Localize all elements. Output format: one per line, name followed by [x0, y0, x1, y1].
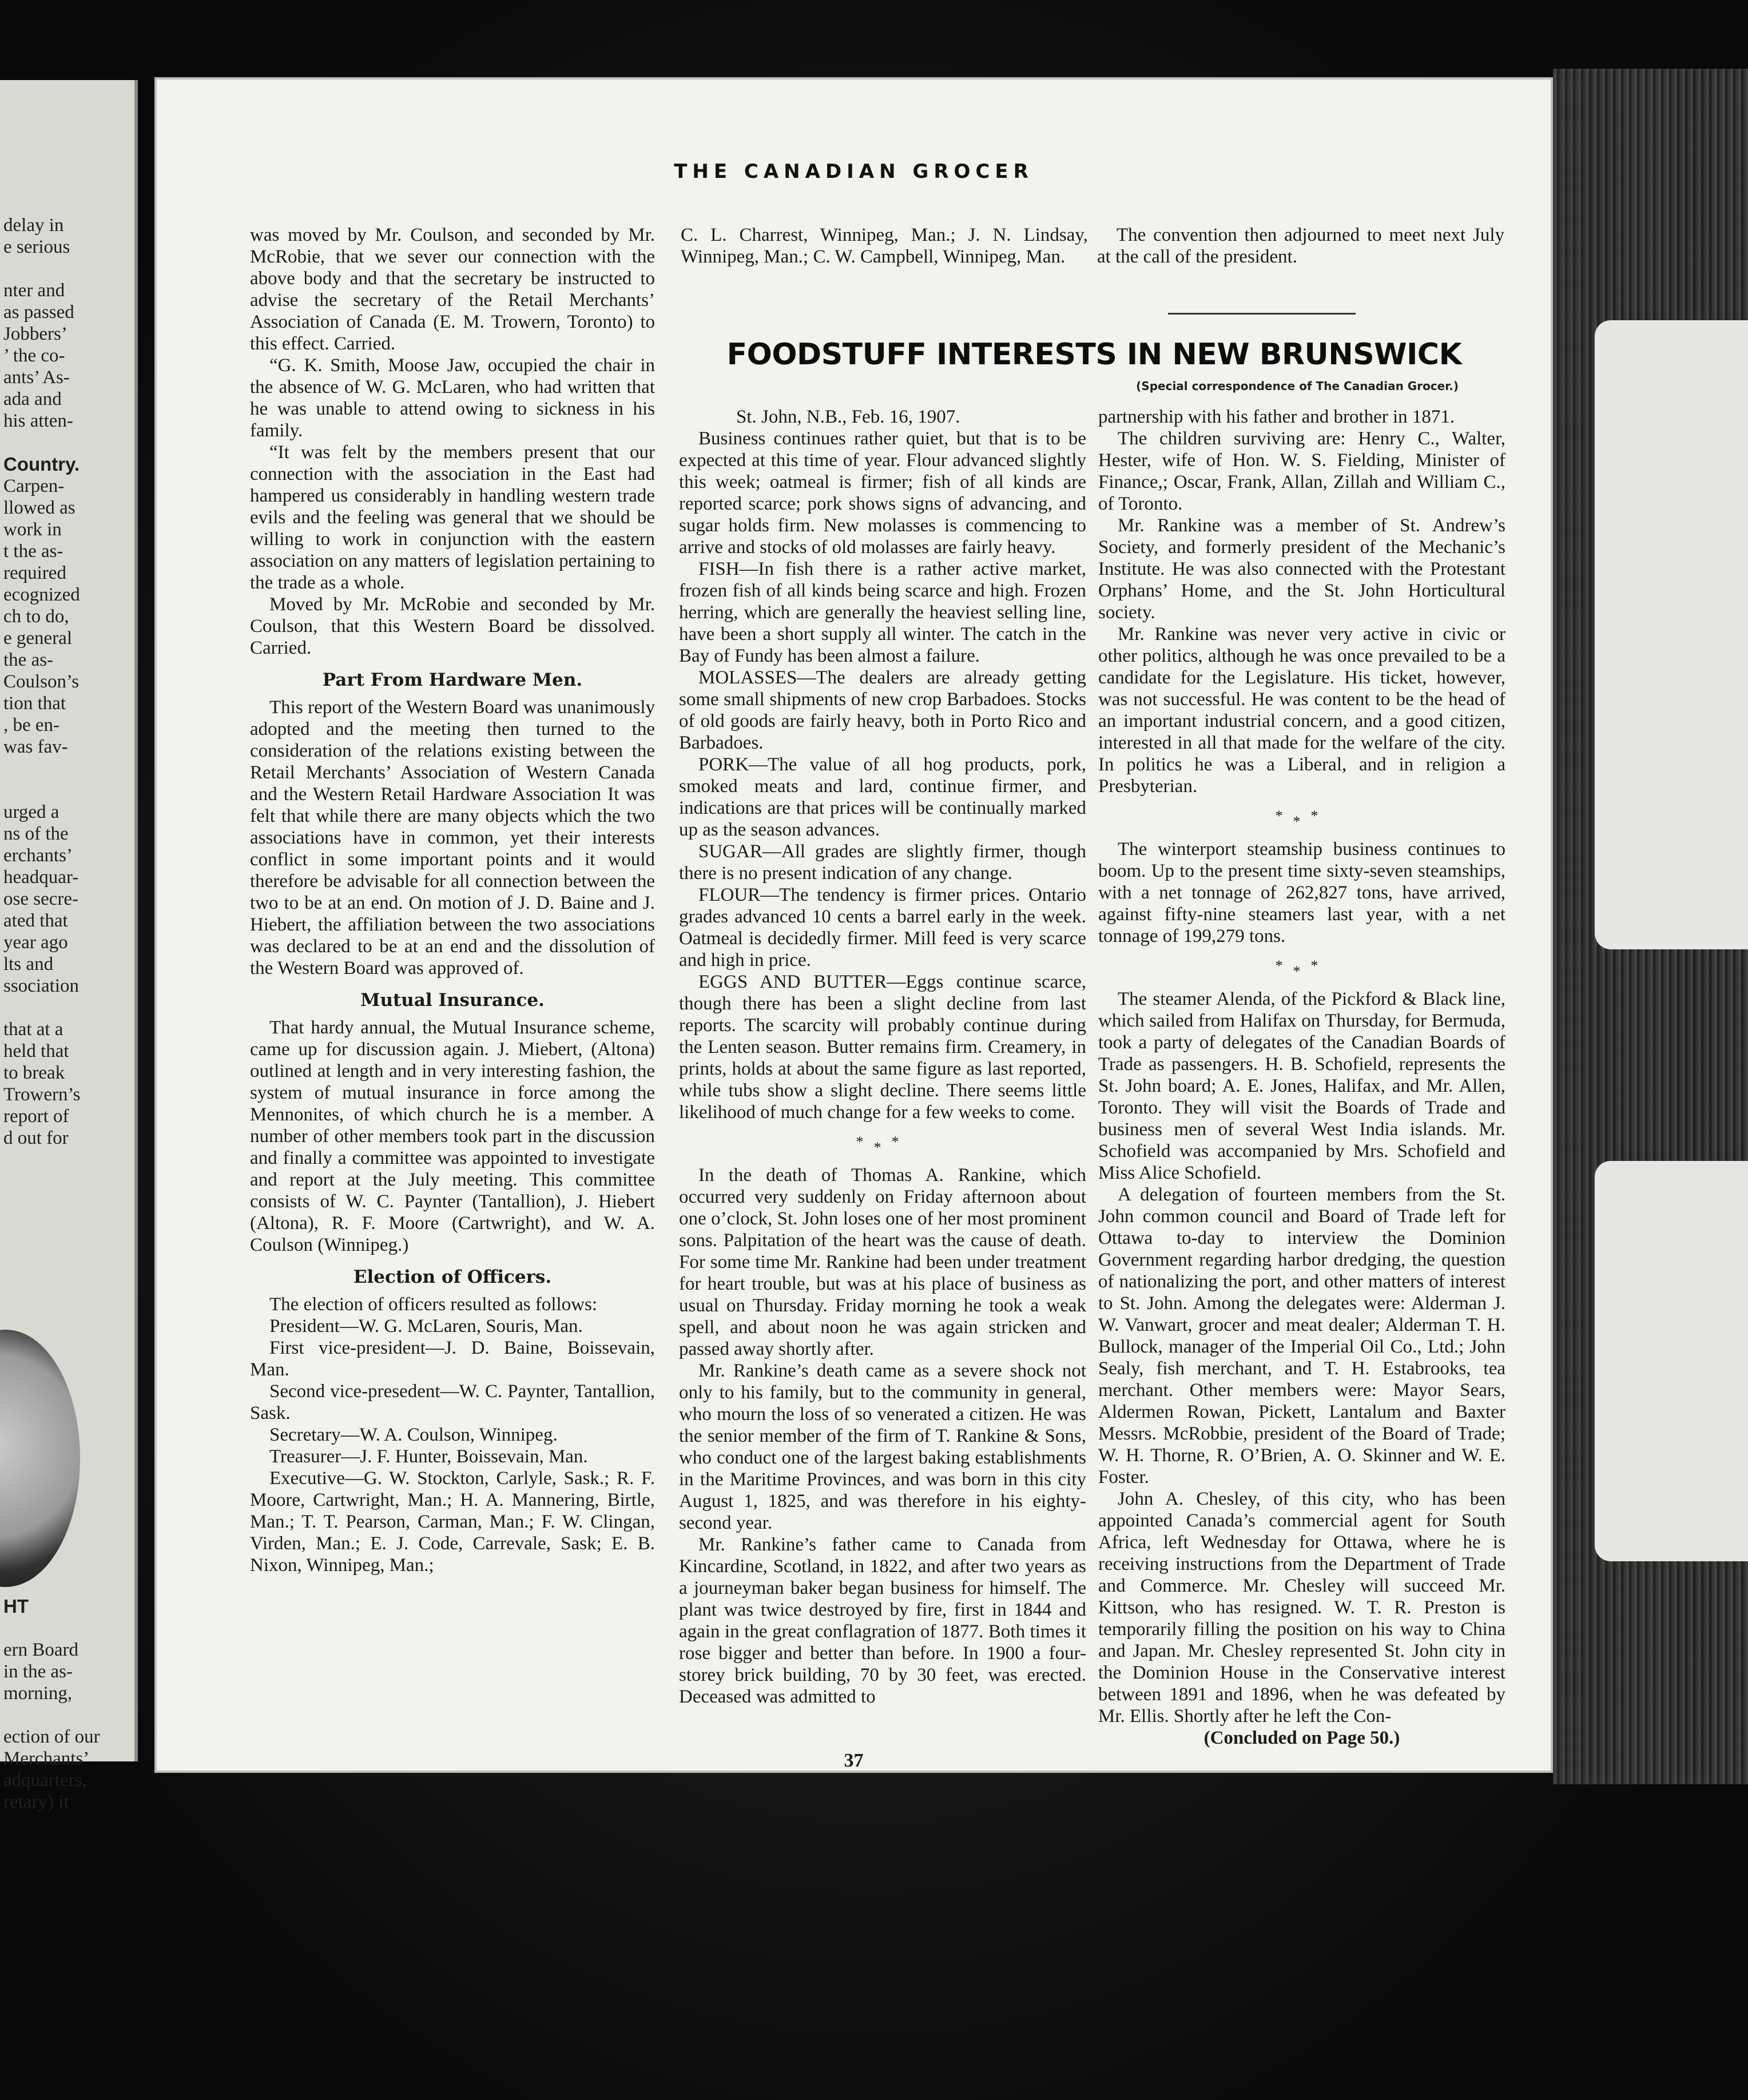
left-page-line: tion that	[3, 693, 66, 714]
paragraph: FLOUR—The tendency is firmer prices. Ontario grades advanced 10 cents a barrel early in the week. Oatmeal is decidedly firmer. Mill feed is very scarce and high in price.	[679, 885, 1086, 971]
left-page-line: retary) it	[3, 1792, 69, 1812]
officer-entry: Secretary—W. A. Coulson, Winnipeg.	[269, 1425, 558, 1445]
left-page-line: llowed as	[3, 498, 76, 518]
paragraph: EGGS AND BUTTER—Eggs continue scarce, though there has been a slight decline from last reports. The scarcity will probably continue during the Lenten season. Butter remains firm. Creamery, in prints, holds at about the same figure as last reported, while tubs show a slight decline. There seems little likelihood of much change for a few weeks to come.	[679, 972, 1086, 1123]
left-page-line: Carpen-	[3, 476, 65, 496]
paragraph: C. L. Charrest, Winnipeg, Man.; J. N. Lindsay, Winnipeg, Man.; C. W. Campbell, Winnipeg, Man.	[681, 225, 1088, 267]
masthead: THE CANADIAN GROCER	[674, 160, 1034, 183]
left-page-line: ose secre-	[3, 889, 79, 909]
paragraph: This report of the Western Board was unanimously adopted and the meeting then turned to the consideration of the relations existing between the Retail Merchants’ Association of Western Canada and the Western Retail Hardware Association It was felt that while there are many objects which the two associations have in common, yet their interests conflict in some important points and it would therefore be advisable for all connection between the two to be at an end. On motion of J. D. Baine and J. Hiebert, the affiliation between the two associations was declared to be at an end and the dissolution of the Western Board was approved of.	[250, 697, 655, 979]
left-page-photo	[0, 1330, 80, 1587]
left-page-line: as passed	[3, 302, 74, 323]
continuation-note: (Concluded on Page 50.)	[1203, 1728, 1400, 1748]
left-page-line: in the as-	[3, 1661, 73, 1682]
left-page-line: e general	[3, 628, 72, 649]
left-page-line: urged a	[3, 802, 59, 822]
left-page-line: report of	[3, 1106, 69, 1127]
left-page-line: required	[3, 563, 66, 583]
paragraph: was moved by Mr. Coulson, and seconded by Mr. McRobie, that we sever our connection with the above body and that the secretary be instructed to advise the secretary of the Retail Merchants’ Association of Canada (E. M. Trowern, Toronto) to this effect. Carried.	[250, 225, 655, 354]
paragraph: The winterport steamship business continues to boom. Up to the present time sixty-seven steamships, with a net tonnage of 262,827 tons, have arrived, against fifty-nine steamers last year, with a net tonnage of 199,279 tons.	[1098, 839, 1505, 946]
column-2-top	[681, 224, 1088, 268]
left-page-line: Coulson’s	[3, 671, 80, 692]
left-page-line: ch to do,	[3, 606, 69, 627]
officer-entry: Executive—G. W. Stockton, Carlyle, Sask.; R. F. Moore, Cartwright, Man.; H. A. Mannering, Birtle, Man.; T. T. Pearson, Carman, Man.; F. W. Clingan, Virden, Man.; E. J. Code, Carrevale, Sask; E. B. Nixon, Winnipeg, Man.;	[250, 1468, 655, 1576]
left-page-line: year ago	[3, 932, 68, 953]
left-page-line: d out for	[3, 1128, 69, 1148]
left-page-line: ection of our	[3, 1727, 100, 1747]
officer-entry: President—W. G. McLaren, Souris, Man.	[269, 1316, 583, 1337]
left-page-line: his atten-	[3, 411, 73, 431]
left-page-line: lts and	[3, 954, 54, 975]
paragraph: SUGAR—All grades are slightly firmer, though there is no present indication of any change.	[679, 841, 1086, 884]
section-separator: ***	[1275, 808, 1329, 830]
paragraph: Moved by Mr. McRobie and seconded by Mr. Coulson, that this Western Board be dissolved. Carried.	[250, 594, 655, 658]
column-2	[679, 406, 1086, 1708]
paragraph: The steamer Alenda, of the Pickford & Black line, which sailed from Halifax on Thursday, for Bermuda, took a party of delegates of the Canadian Boards of Trade as passengers. H. B. Schofield, represents the St. John board; A. E. Jones, Halifax, and Mr. Allen, Toronto. They will visit the Boards of Trade and business men of several West India islands. Mr. Schofield was accompanied by Mrs. Schofield and Miss Alice Schofield.	[1098, 989, 1505, 1183]
paragraph: Mr. Rankine’s death came as a severe shock not only to his family, but to the community in general, who mourn the loss of so venerated a citizen. He was the senior member of the firm of T. Rankine & Sons, who conduct one of the largest baking establishments in the Maritime Provinces, and was born in this city August 1, 1825, and was therefore in his eighty-second year.	[679, 1361, 1086, 1533]
left-page-line: , be en-	[3, 715, 60, 735]
left-page-line: ns of the	[3, 824, 69, 844]
left-page-line: that at a	[3, 1019, 63, 1040]
officer-entry: First vice-president—J. D. Baine, Boissevain, Man.	[250, 1338, 655, 1380]
paragraph: The election of officers resulted as follows:	[269, 1294, 598, 1315]
left-page-line: work in	[3, 519, 62, 540]
dateline: St. John, N.B., Feb. 16, 1907.	[736, 407, 960, 427]
left-page-line: ada and	[3, 389, 62, 409]
paragraph: A delegation of fourteen members from the St. John common council and Board of Trade left for Ottawa to-day to interview the Dominion Government regarding harbor dredging, the question of nationalizing the port, and other matters of interest to St. John. Among the delegates were: Alderman J. W. Vanwart, grocer and meat dealer; Alderman T. H. Bullock, manager of the Imperial Oil Co., Ltd.; John Sealy, fish merchant, and T. H. Estabrooks, tea merchant. Other members were: Mayor Sears, Aldermen Rowan, Pickett, Lantalum and Baxter Messrs. McRobbie, president of the Board of Trade; W. H. Thorne, R. O’Brien, A. O. Skinner and W. E. Foster.	[1098, 1184, 1505, 1488]
binder-tab-lower	[1595, 1161, 1748, 1561]
left-page-line: adquarters,	[3, 1770, 87, 1791]
section-heading: Mutual Insurance.	[360, 990, 545, 1011]
article-subhead: (Special correspondence of The Canadian Grocer.)	[1136, 379, 1459, 393]
officer-entry: Treasurer—J. F. Hunter, Boissevain, Man.	[269, 1446, 588, 1467]
left-page-line: Jobbers’	[3, 324, 67, 344]
left-page-line: headquar-	[3, 867, 79, 888]
binder-tab-upper	[1595, 320, 1748, 949]
left-page-line: erchants’	[3, 845, 73, 866]
column-1	[250, 224, 655, 1576]
left-page-line: Merchants’	[3, 1748, 90, 1769]
paragraph: MOLASSES—The dealers are already getting some small shipments of new crop Barbadoes. Stocks of old goods are fairly heavy, both in Porto Rico and Barbadoes.	[679, 667, 1086, 753]
left-page-line: to break	[3, 1063, 65, 1083]
column-3	[1098, 406, 1505, 1749]
left-page-line: ern Board	[3, 1640, 79, 1660]
left-page-line: Trowern’s	[3, 1084, 81, 1105]
paragraph: Mr. Rankine’s father came to Canada from Kincardine, Scotland, in 1822, and after two years as a journeyman baker began business for himself. The plant was twice destroyed by fire, first in 1844 and again in the great conflagration of 1877. Both times it rose bigger and better than before. In 1900 a four-storey brick building, 70 by 30 feet, was erected. Deceased was admitted to	[679, 1534, 1086, 1707]
section-separator: ***	[856, 1133, 909, 1156]
page-number: 37	[844, 1750, 864, 1771]
article-headline: FOODSTUFF INTERESTS IN NEW BRUNSWICK	[726, 337, 1462, 372]
paragraph: The children surviving are: Henry C., Walter, Hester, wife of Hon. W. S. Fielding, Minister of Finance,; Oscar, Frank, Allan, Zillah and William C., of Toronto.	[1098, 428, 1505, 514]
left-page-line: ecognized	[3, 584, 80, 605]
paragraph: That hardy annual, the Mutual Insurance scheme, came up for discussion again. J. Miebert, (Altona) outlined at length and in very interesting fashion, the system of mutual insurance in force among the Mennonites, of which church he is a member. A number of other members took part in the discussion and finally a committee was appointed to investigate and report at the July meeting. This committee consists of W. C. Paynter (Tantallion), J. Hiebert (Altona), R. F. Moore (Cartwright), and W. A. Coulson (Winnipeg.)	[250, 1017, 655, 1255]
section-heading: Election of Officers.	[353, 1267, 552, 1287]
left-page-line: was fav-	[3, 737, 68, 757]
paragraph: “It was felt by the members present that our connection with the association in the East had hampered us considerably in handling western trade evils and the feeling was general that we should be willing to work in conjunction with the eastern association on any matters of legislation pertaining to the trade as a whole.	[250, 442, 655, 593]
divider-rule	[1168, 313, 1356, 315]
left-page-line: ated that	[3, 910, 68, 931]
paragraph: Mr. Rankine was a member of St. Andrew’s Society, and formerly president of the Mechanic’s Institute. He was also connected with the Protestant Orphans’ Home, and the St. John Horticultural society.	[1098, 515, 1505, 623]
left-page-line: e serious	[3, 237, 70, 257]
left-page-line: delay in	[3, 215, 64, 236]
paragraph: In the death of Thomas A. Rankine, which occurred very suddenly on Friday afternoon about one o’clock, St. John loses one of her most prominent sons. Palpitation of the heart was the cause of death. For some time Mr. Rankine had been under treatment for heart trouble, but was at his place of business as usual on Thursday. Friday morning he took a weak spell, and about noon he was again stricken and passed away shortly after.	[679, 1165, 1086, 1359]
paragraph: “G. K. Smith, Moose Jaw, occupied the chair in the absence of W. G. McLaren, who had written that he was unable to attend owing to sickness in his family.	[250, 355, 655, 441]
left-page-line: Country.	[3, 454, 80, 475]
paragraph: The convention then adjourned to meet next July at the call of the president.	[1097, 225, 1504, 267]
paragraph: Business continues rather quiet, but that is to be expected at this time of year. Flour advanced slightly this week; oatmeal is firmer; fish of all kinds are reported scarce; pork shows signs of advancing, and sugar holds firm. New molasses is commencing to arrive and stocks of old molasses are fairly heavy.	[679, 428, 1086, 558]
section-heading: Part From Hardware Men.	[322, 670, 583, 690]
section-separator: ***	[1275, 957, 1329, 980]
left-page-line: nter and	[3, 280, 65, 301]
officer-entry: Second vice-presedent—W. C. Paynter, Tantallion, Sask.	[250, 1381, 655, 1423]
column-3-top	[1097, 224, 1504, 268]
paragraph: Mr. Rankine was never very active in civic or other politics, although he was once prevailed to be a candidate for the Legislature. His ticket, however, was not successful. He was content to be the head of an important industrial concern, and a good citizen, interested in all that made for the welfare of the city. In politics he was a Liberal, and in religion a Presbyterian.	[1098, 624, 1505, 797]
left-page-line: ants’ As-	[3, 367, 70, 388]
paragraph: John A. Chesley, of this city, who has been appointed Canada’s commercial agent for South Africa, left Wednesday for Ottawa, where he is receiving instructions from the Department of Trade and Commerce. Mr. Chesley will succeed Mr. Kittson, who has resigned. W. T. R. Preston is temporarily filling the position on his way to China and Japan. Mr. Chesley represented St. John city in the Dominion House in the Conservative interest between 1891 and 1896, when he was defeated by Mr. Ellis. Shortly after he left the Con-	[1098, 1489, 1505, 1727]
left-facing-page	[0, 80, 138, 1812]
left-page-line: t the as-	[3, 541, 63, 562]
left-page-line: ssociation	[3, 976, 79, 996]
left-page-line: the as-	[3, 650, 54, 670]
left-page-line: morning,	[3, 1683, 73, 1704]
left-page-line: HT	[3, 1596, 29, 1617]
paragraph: PORK—The value of all hog products, pork, smoked meats and lard, continue firmer, and indications are that prices will be continually marked up as the season advances.	[679, 754, 1086, 840]
magazine-page	[154, 77, 1553, 1773]
paragraph: partnership with his father and brother in 1871.	[1098, 407, 1455, 427]
left-page-line: held that	[3, 1041, 69, 1061]
left-page-line: ’ the co-	[3, 345, 65, 366]
paragraph: FISH—In fish there is a rather active market, frozen fish of all kinds being scarce and high. Frozen herring, which are generally the heaviest selling line, have been a short supply all winter. The catch in the Bay of Fundy has been almost a failure.	[679, 559, 1086, 666]
